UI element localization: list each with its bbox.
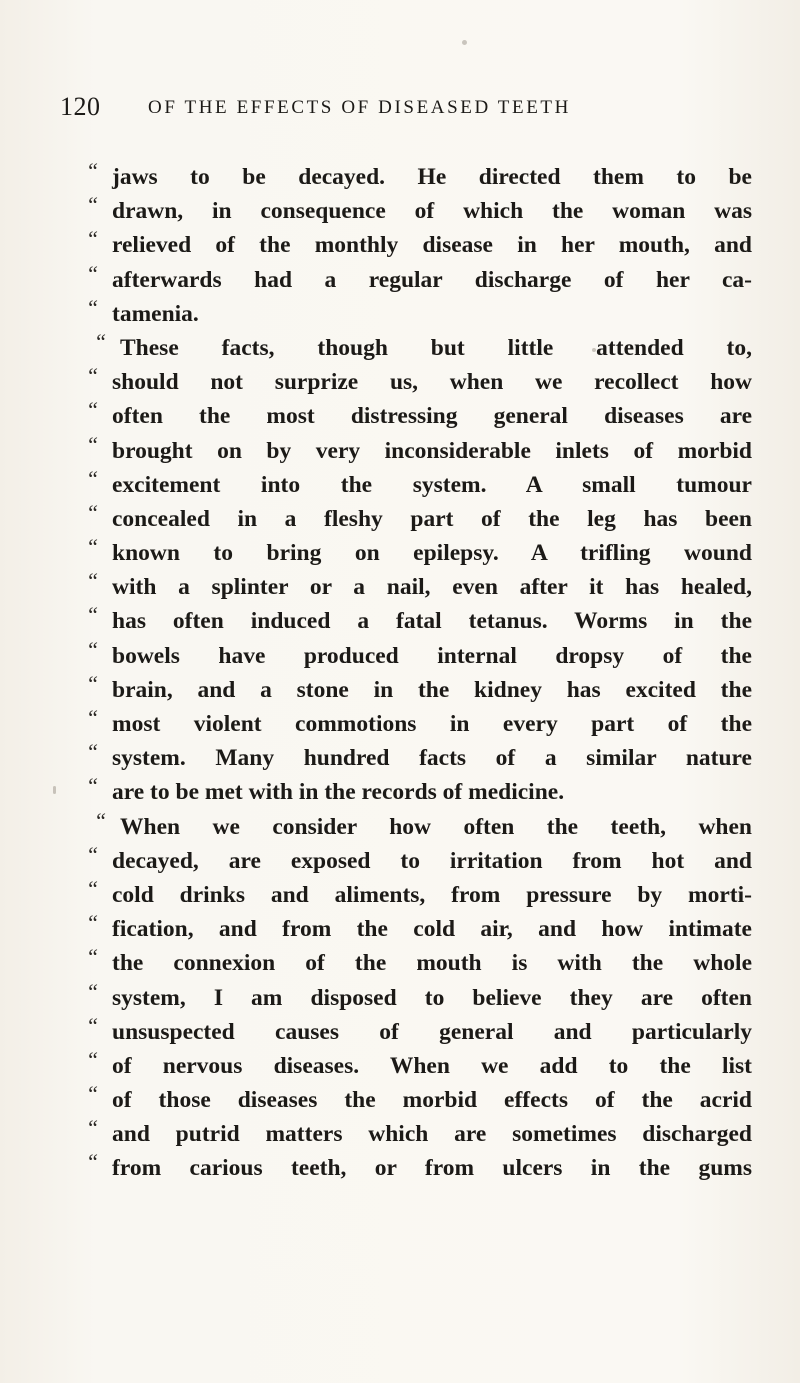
line-text: drawn, in consequence of which the woman was — [112, 198, 752, 225]
line-text: of nervous diseases. When we add to the list — [112, 1052, 752, 1079]
line-text: These facts, though but little attended to, — [120, 334, 752, 361]
quote-mark: “ — [86, 363, 98, 389]
text-line — [62, 570, 752, 604]
quote-mark: “ — [86, 910, 98, 936]
line-text: afterwards had a regular discharge of her ca- — [112, 266, 752, 293]
text-line — [62, 536, 752, 570]
text-line — [62, 194, 752, 228]
text-line — [62, 670, 752, 707]
text-line — [62, 912, 752, 946]
body-text — [62, 160, 752, 1186]
line-text: decayed, are exposed to irritation from hot and — [112, 847, 752, 874]
paper-speck — [592, 348, 596, 352]
line-text: bowels have produced internal dropsy of the — [112, 642, 752, 669]
text-line — [62, 431, 752, 468]
quote-mark: “ — [86, 1012, 98, 1038]
quote-mark: “ — [86, 636, 98, 662]
running-head — [60, 92, 760, 122]
quote-mark: “ — [86, 1081, 98, 1107]
line-text: When we consider how often the teeth, when — [120, 813, 752, 840]
line-text: known to bring on epilepsy. A trifling wound — [112, 540, 752, 567]
quote-mark: “ — [86, 1115, 98, 1141]
line-text: relieved of the monthly disease in her mouth, and — [112, 232, 752, 259]
quote-mark: “ — [86, 158, 98, 183]
text-line — [62, 1012, 752, 1049]
quote-mark: “ — [86, 499, 98, 525]
line-text: brain, and a stone in the kidney has excited the — [112, 676, 752, 703]
text-line — [62, 260, 752, 297]
quote-mark: “ — [86, 705, 98, 730]
text-line — [62, 741, 752, 775]
line-text: from carious teeth, or from ulcers in the gums — [112, 1155, 752, 1182]
line-text: system, I am disposed to believe they are often — [112, 984, 752, 1011]
running-title: OF THE EFFECTS OF DISEASED TEETH — [148, 97, 571, 118]
quote-mark: “ — [94, 807, 106, 833]
quote-mark: “ — [86, 944, 98, 970]
line-text: has often induced a fatal tetanus. Worms in the — [112, 608, 752, 635]
line-text: are to be met with in the records of medicine. — [112, 779, 565, 806]
line-text: concealed in a fleshy part of the leg has been — [112, 505, 752, 532]
text-line — [62, 978, 752, 1015]
page-number: 120 — [60, 92, 101, 121]
text-line-paragraph-start — [62, 328, 752, 365]
quote-mark: “ — [86, 294, 98, 320]
text-line — [62, 1151, 752, 1185]
text-line — [62, 228, 752, 262]
text-line — [62, 841, 752, 878]
quote-mark: “ — [86, 875, 98, 901]
quote-mark: “ — [86, 670, 98, 696]
quote-mark: “ — [86, 226, 98, 252]
paper-speck — [462, 40, 467, 45]
line-text: tamenia. — [112, 300, 199, 327]
text-line — [62, 1046, 752, 1083]
line-text: often the most distressing general diseases are — [112, 403, 752, 430]
text-line — [62, 875, 752, 912]
paper-speck — [53, 786, 56, 794]
text-line — [62, 1083, 752, 1117]
line-text: most violent commotions in every part of the — [112, 711, 752, 737]
text-line — [62, 775, 752, 809]
quote-mark: “ — [86, 739, 98, 765]
text-line — [62, 604, 752, 638]
quote-mark: “ — [86, 465, 98, 491]
quote-mark: “ — [86, 602, 98, 628]
quote-mark: “ — [86, 1046, 98, 1072]
text-line — [62, 946, 752, 980]
quote-mark: “ — [86, 397, 98, 423]
quote-mark: “ — [86, 534, 98, 560]
line-text: excitement into the system. A small tumour — [112, 471, 752, 498]
text-line — [62, 707, 752, 741]
text-line — [62, 294, 752, 331]
quote-mark: “ — [86, 841, 98, 867]
quote-mark: “ — [86, 568, 98, 594]
text-line — [62, 365, 752, 399]
text-line — [62, 160, 752, 194]
text-line — [62, 636, 752, 673]
line-text: and putrid matters which are sometimes discharged — [112, 1121, 752, 1148]
line-text: with a splinter or a nail, even after it has healed, — [112, 574, 752, 601]
line-text: cold drinks and aliments, from pressure by morti- — [112, 881, 752, 908]
quote-mark: “ — [86, 260, 98, 286]
quote-mark: “ — [94, 328, 106, 354]
line-text: of those diseases the morbid effects of the acrid — [112, 1087, 752, 1114]
quote-mark: “ — [86, 978, 98, 1004]
quote-mark: “ — [86, 1149, 98, 1175]
text-line — [62, 465, 752, 502]
line-text: system. Many hundred facts of a similar nature — [112, 745, 752, 772]
line-text: jaws to be decayed. He directed them to be — [112, 164, 752, 190]
line-text: unsuspected causes of general and particularly — [112, 1018, 752, 1045]
quote-mark: “ — [86, 192, 98, 218]
text-line — [62, 1117, 752, 1151]
line-text: the connexion of the mouth is with the whole — [112, 950, 752, 977]
line-text: brought on by very inconsiderable inlets of morbid — [112, 437, 752, 464]
text-line — [62, 499, 752, 536]
quote-mark: “ — [86, 773, 98, 799]
line-text: should not surprize us, when we recollect how — [112, 369, 752, 396]
quote-mark: “ — [86, 431, 98, 457]
text-line — [62, 399, 752, 433]
text-line-paragraph-start — [62, 807, 752, 844]
line-text: fication, and from the cold air, and how intimate — [112, 916, 752, 943]
